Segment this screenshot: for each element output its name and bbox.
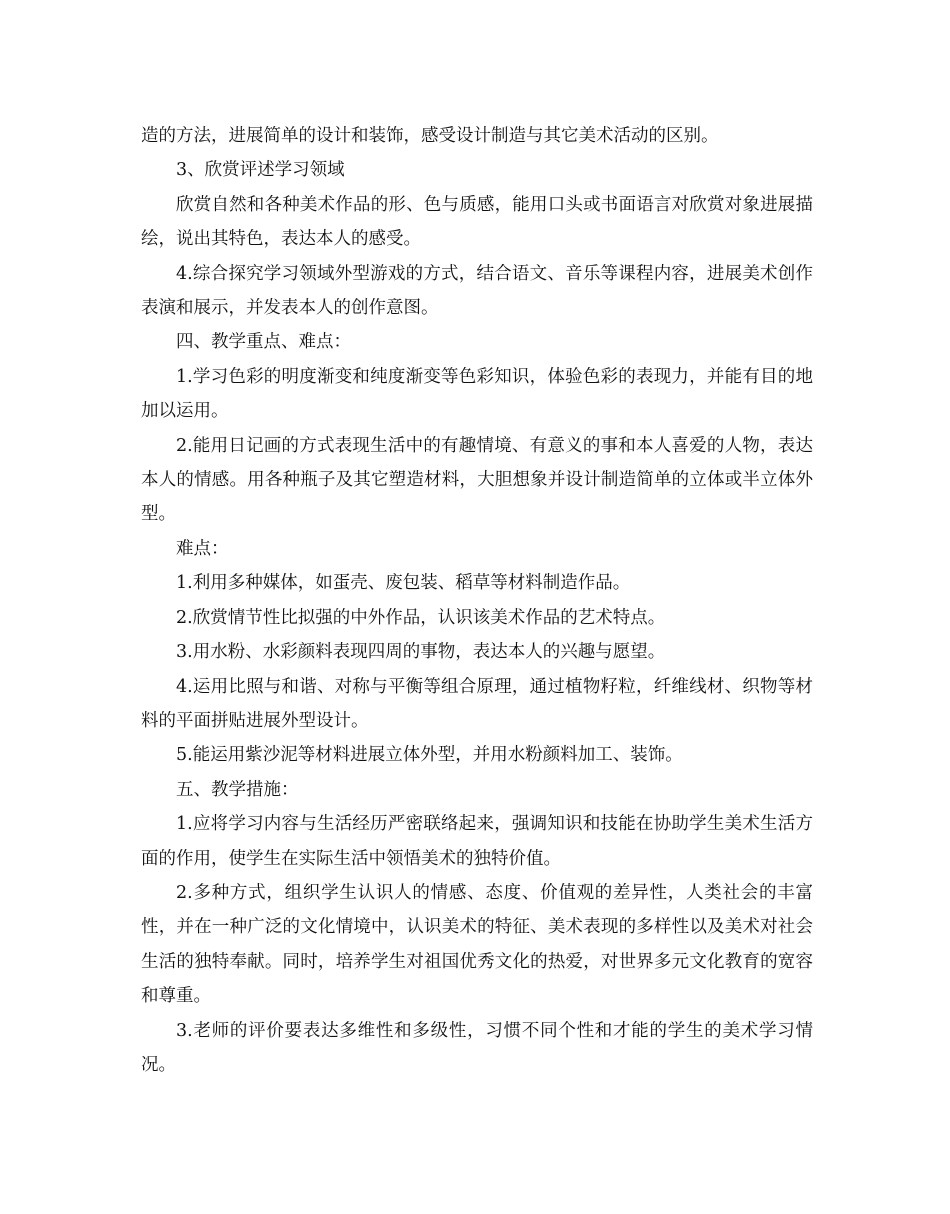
section-heading-teaching-measures: 五、教学措施： xyxy=(176,779,299,800)
section-heading-appreciation: 3、欣赏评述学习领域 xyxy=(176,160,345,181)
section-heading-key-points: 四、教学重点、难点： xyxy=(176,332,351,353)
list-item-key-point-1: 1.学习色彩的明度渐变和纯度渐变等色彩知识，体验色彩的表现力，并能有目的地加以运用。 xyxy=(141,366,813,422)
subheading-difficulties: 难点： xyxy=(176,538,229,559)
list-item-key-point-2: 2.能用日记画的方式表现生活中的有趣情境、有意义的事和本人喜爱的人物，表达本人的情感。用各种瓶子及其它塑造材料，大胆想象并设计制造简单的立体或半立体外型。 xyxy=(141,435,813,525)
list-item-measure-1: 1.应将学习内容与生活经历严密联络起来，强调知识和技能在协助学生美术生活方面的作用，使学生在实际生活中领悟美术的独特价值。 xyxy=(141,814,813,869)
list-item-difficulty-3: 3.用水粉、水彩颜料表现四周的事物，表达本人的兴趣与愿望。 xyxy=(176,642,666,663)
paragraph-continuation: 造的方法，进展简单的设计和装饰，感受设计制造与其它美术活动的区别。 xyxy=(141,126,719,146)
list-item-measure-3: 3.老师的评价要表达多维性和多级性，习惯不同个性和才能的学生的美术学习情况。 xyxy=(141,1020,813,1075)
list-item-difficulty-5: 5.能运用紫沙泥等材料进展立体外型，并用水粉颜料加工、装饰。 xyxy=(176,745,683,766)
paragraph-comprehensive-inquiry: 4.综合探究学习领域外型游戏的方式，结合语文、音乐等课程内容，进展美术创作表演和展示，并发表本人的创作意图。 xyxy=(141,263,813,319)
list-item-difficulty-2: 2.欣赏情节性比拟强的中外作品，认识该美术作品的艺术特点。 xyxy=(176,607,666,628)
list-item-difficulty-1: 1.利用多种媒体，如蛋壳、废包装、稻草等材料制造作品。 xyxy=(176,573,631,594)
paragraph-appreciation: 欣赏自然和各种美术作品的形、色与质感，能用口头或书面语言对欣赏对象进展描绘，说出其特色，表达本人的感受。 xyxy=(141,194,813,250)
document-body xyxy=(141,119,813,1082)
list-item-measure-2: 2.多种方式，组织学生认识人的情感、态度、价值观的差异性，人类社会的丰富性，并在一种广泛的文化情境中，认识美术的特征、美术表现的多样性以及美术对社会生活的独特奉献。同时，培养学生对祖国优秀文化的热爱，对世界多元文化教育的宽容和尊重。 xyxy=(141,882,813,1007)
list-item-difficulty-4: 4.运用比照与和谐、对称与平衡等组合原理，通过植物籽粒，纤维线材、织物等材料的平面拼贴进展外型设计。 xyxy=(141,676,813,731)
